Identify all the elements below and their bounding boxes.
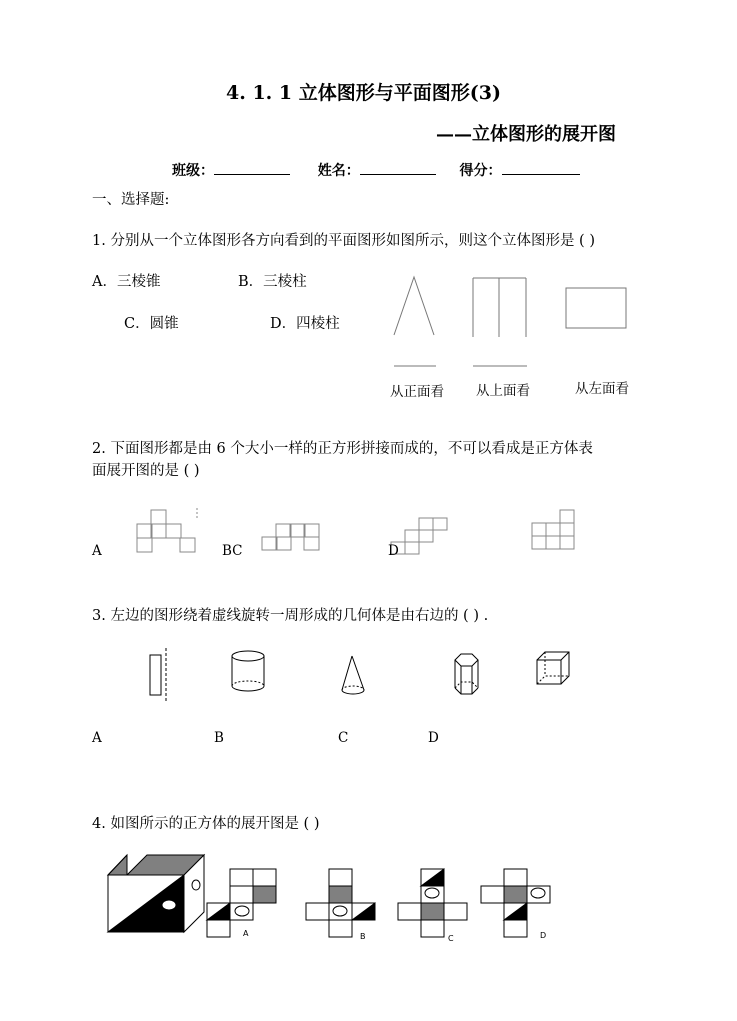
q1-view-top-label: 从上面看 xyxy=(476,383,530,399)
q4-label-b[interactable]: B xyxy=(360,932,366,941)
q1-view-left-label: 从左面看 xyxy=(575,381,629,397)
score-label: 得分： xyxy=(459,163,502,179)
q1-option-a[interactable]: A．三棱锥 xyxy=(92,274,161,290)
q3-stem: 3. 左边的图形绕着虚线旋转一周形成的几何体是由右边的 ( ) . xyxy=(92,608,489,624)
q2-stem-line1: 2. 下面图形都是由 6 个大小一样的正方形拼接而成的，不可以看成是正方体表 xyxy=(92,441,593,457)
q3-label-a[interactable]: A xyxy=(92,730,102,746)
q2-stem-line2: 面展开图的是 ( ) xyxy=(92,463,200,479)
q2-label-bc[interactable]: BC xyxy=(222,543,243,559)
net-option-b xyxy=(306,869,375,937)
q3-label-d[interactable]: D xyxy=(428,730,439,746)
q4-stem: 4. 如图所示的正方体的展开图是 ( ) xyxy=(92,816,320,832)
q3-label-c[interactable]: C xyxy=(338,730,349,746)
q4-label-a[interactable]: A xyxy=(243,929,249,938)
net-option-c xyxy=(398,869,467,937)
q4-label-c[interactable]: C xyxy=(448,934,454,943)
page-subtitle: ——立体图形的展开图 xyxy=(436,124,616,145)
section-heading: 一、选择题: xyxy=(92,192,170,208)
q1-option-d[interactable]: D．四棱柱 xyxy=(270,316,340,332)
net-option-d xyxy=(481,869,550,937)
page-title: 4. 1. 1 立体图形与平面图形(3) xyxy=(226,82,501,104)
q4-label-d[interactable]: D xyxy=(540,931,547,940)
q3-label-b[interactable]: B xyxy=(214,730,224,746)
q2-label-d[interactable]: D xyxy=(388,543,399,559)
q1-view-front-label: 从正面看 xyxy=(390,384,444,400)
class-label: 班级： xyxy=(172,163,214,179)
q1-option-c[interactable]: C．圆锥 xyxy=(124,316,179,332)
net-option-a xyxy=(207,869,276,937)
patterned-cube xyxy=(108,855,204,932)
name-label: 姓名： xyxy=(317,163,360,179)
q2-label-a[interactable]: A xyxy=(92,543,102,559)
q1-stem: 1. 分别从一个立体图形各方向看到的平面图形如图所示，则这个立体图形是 ( ) xyxy=(92,233,595,249)
q1-option-b[interactable]: B．三棱柱 xyxy=(238,274,307,290)
